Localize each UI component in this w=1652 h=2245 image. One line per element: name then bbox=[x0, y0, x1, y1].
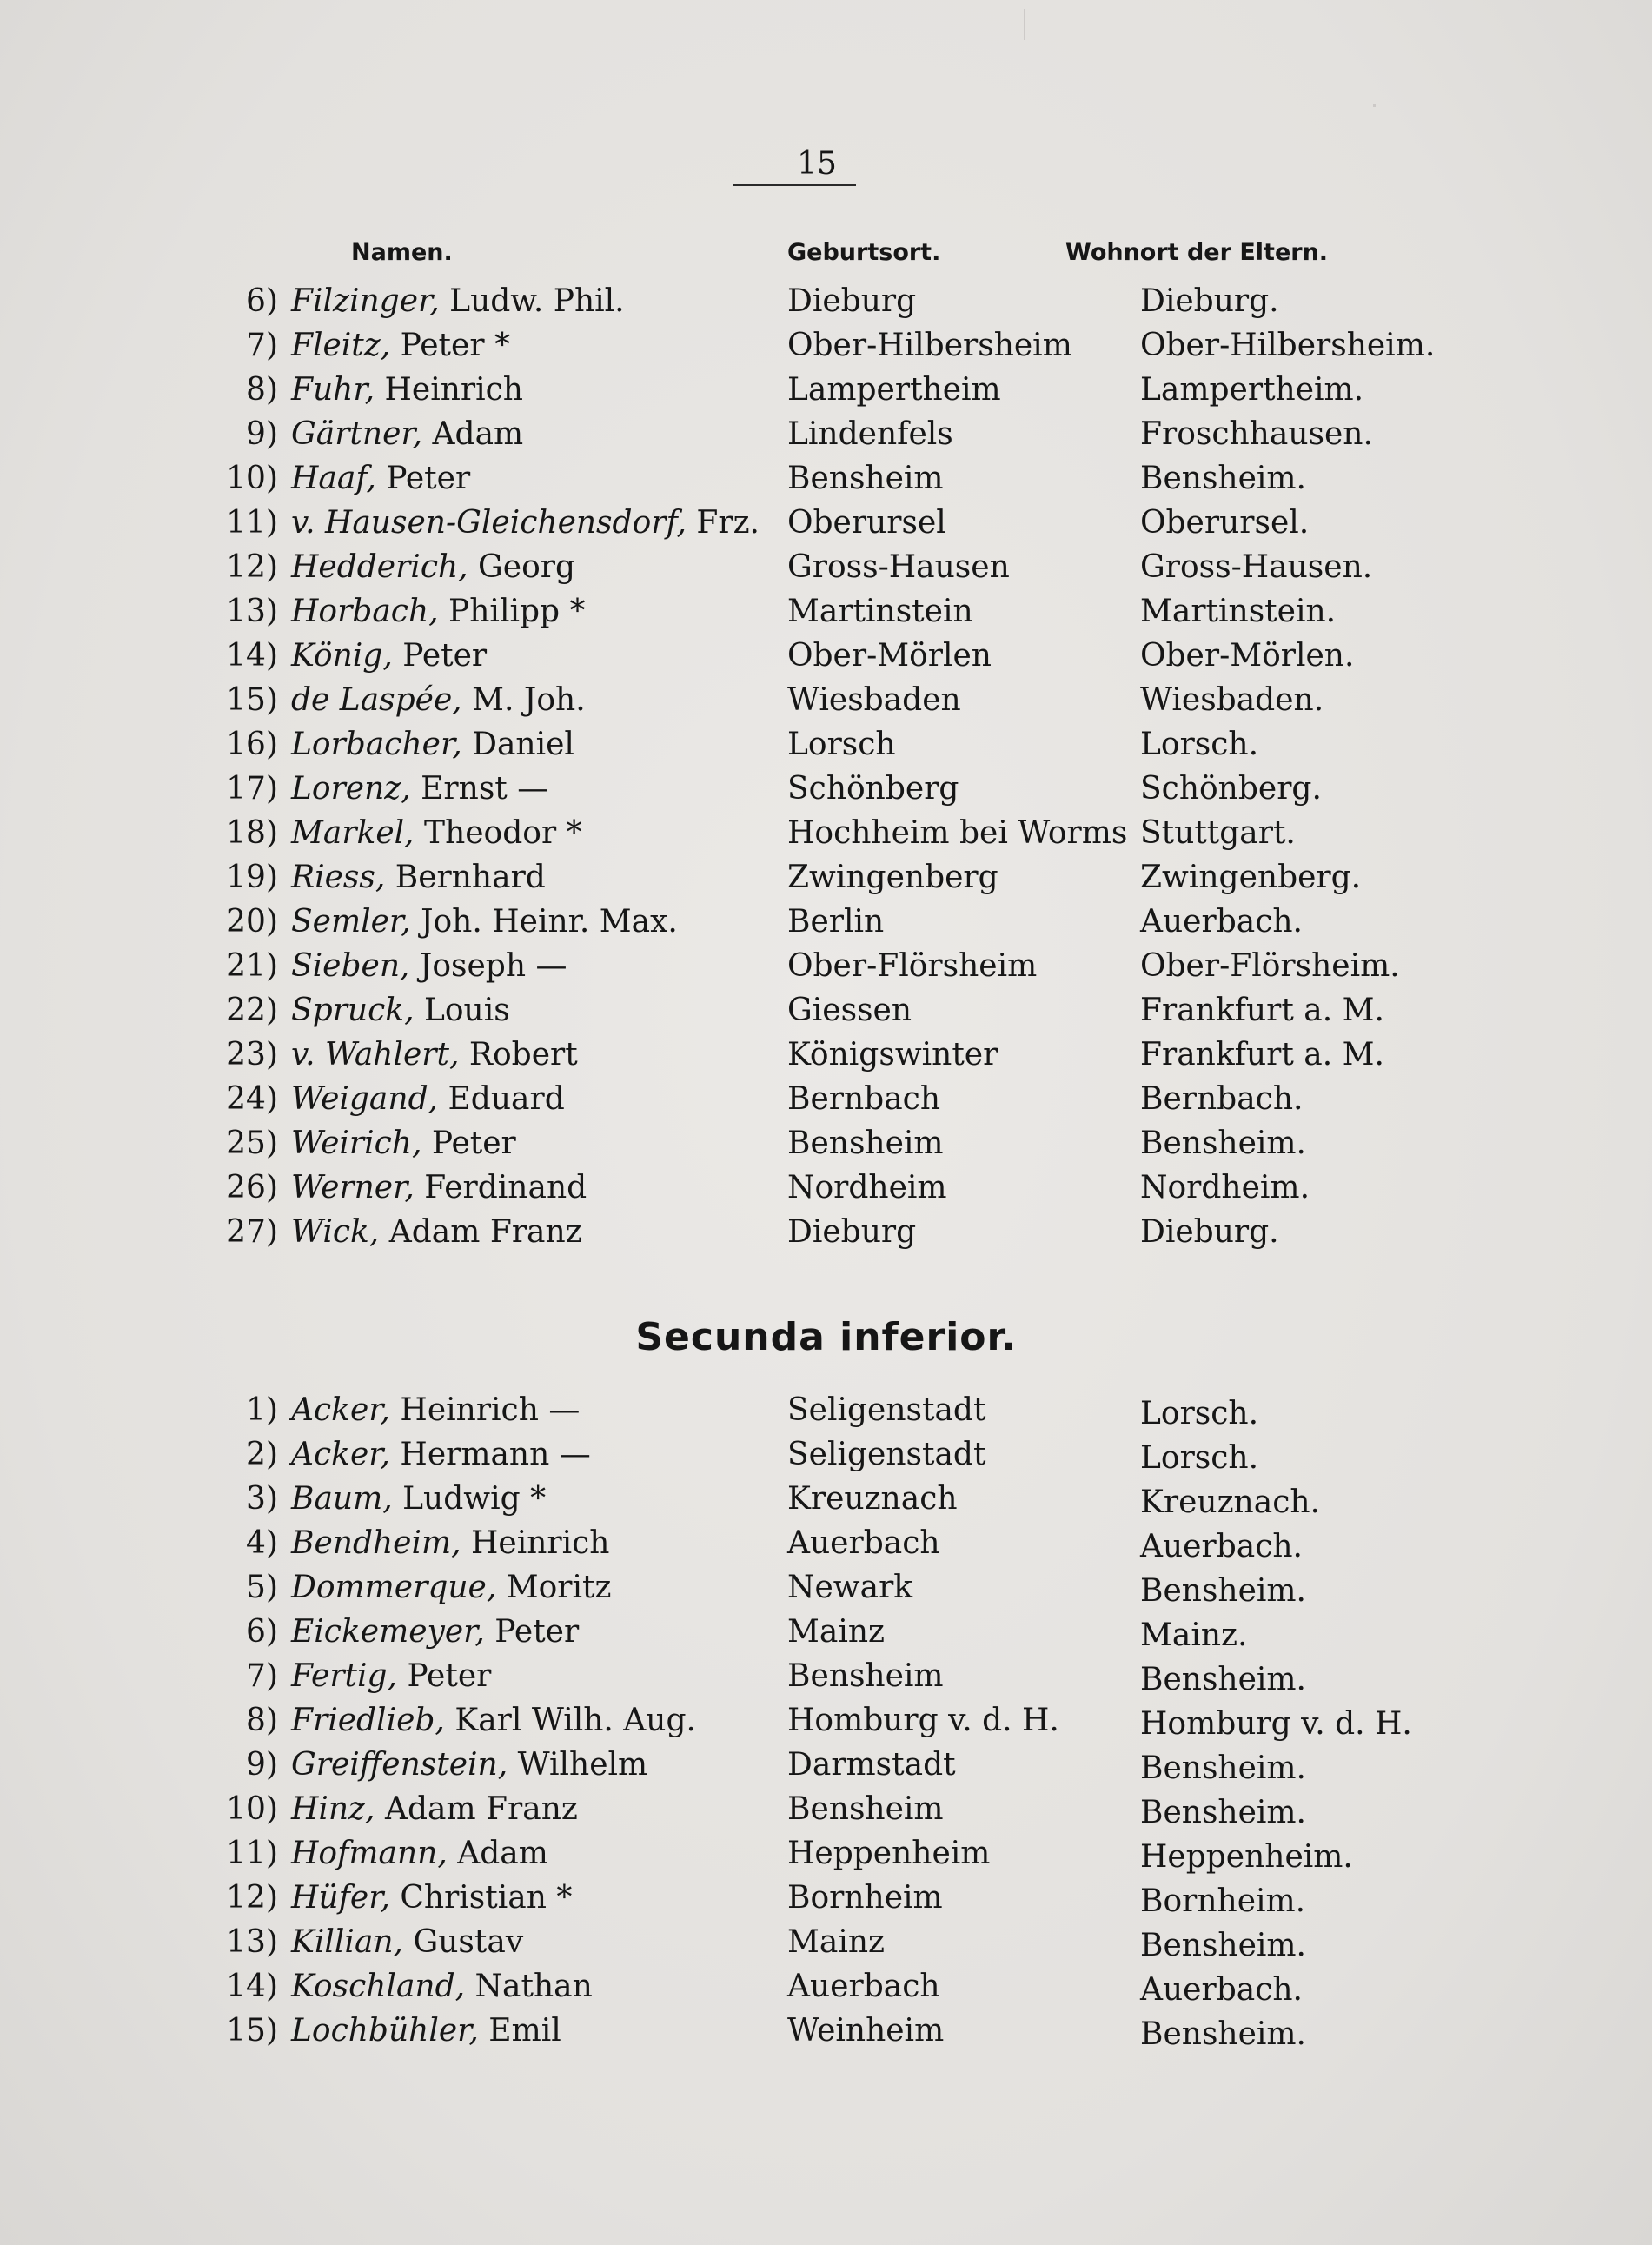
surname: Baum, bbox=[291, 1481, 393, 1517]
parents-residence: Ober-Flörsheim. bbox=[1140, 948, 1400, 984]
given-names: Peter bbox=[392, 638, 488, 674]
surname: Semler, bbox=[291, 904, 411, 940]
birthplace: Mainz bbox=[787, 1924, 885, 1960]
birthplace: Newark bbox=[787, 1570, 913, 1605]
parents-residence: Lorsch. bbox=[1140, 727, 1259, 762]
student-row bbox=[0, 1477, 1652, 1521]
student-row bbox=[0, 1964, 1652, 2009]
surname: Fuhr, bbox=[291, 372, 375, 408]
parents-residence: Dieburg. bbox=[1140, 283, 1279, 319]
surname: Lochbühler, bbox=[291, 2013, 479, 2049]
student-row bbox=[0, 1698, 1652, 1743]
surname: Markel, bbox=[291, 815, 415, 851]
student-row bbox=[0, 1787, 1652, 1831]
student-row bbox=[0, 1033, 1652, 1077]
student-name bbox=[291, 1077, 565, 1121]
birthplace: Berlin bbox=[787, 904, 885, 940]
row-number: 11) bbox=[226, 505, 278, 541]
student-row bbox=[0, 1610, 1652, 1654]
student-name bbox=[291, 900, 678, 944]
row-number: 1) bbox=[246, 1392, 278, 1428]
surname: Killian, bbox=[291, 1924, 404, 1960]
birthplace: Hochheim bei Worms bbox=[787, 815, 1128, 851]
parents-residence: Mainz. bbox=[1140, 1617, 1248, 1653]
birthplace: Martinstein bbox=[787, 594, 973, 629]
column-header-residence: Wohnort der Eltern. bbox=[1065, 239, 1329, 266]
student-name bbox=[291, 1654, 491, 1698]
surname: de Laspée, bbox=[291, 682, 462, 718]
given-names: Gustav bbox=[403, 1924, 524, 1960]
parents-residence: Bensheim. bbox=[1140, 1795, 1307, 1830]
row-number: 9) bbox=[246, 416, 278, 452]
birthplace: Lindenfels bbox=[787, 416, 953, 452]
parents-residence: Bensheim. bbox=[1140, 1928, 1307, 1963]
birthplace: Bernbach bbox=[787, 1081, 941, 1117]
surname: Acker, bbox=[291, 1437, 390, 1472]
parents-residence: Bensheim. bbox=[1140, 1126, 1307, 1161]
parents-residence: Auerbach. bbox=[1140, 1972, 1303, 2008]
surname: Greiffenstein, bbox=[291, 1747, 508, 1783]
student-row bbox=[0, 855, 1652, 900]
parents-residence: Lorsch. bbox=[1140, 1440, 1259, 1476]
parents-residence: Auerbach. bbox=[1140, 904, 1303, 940]
surname: Spruck, bbox=[291, 993, 415, 1028]
student-name bbox=[291, 1565, 611, 1610]
parents-residence: Schönberg. bbox=[1140, 771, 1322, 807]
student-row bbox=[0, 811, 1652, 855]
given-names: Louis bbox=[414, 993, 510, 1028]
student-name bbox=[291, 1698, 696, 1743]
student-row bbox=[0, 545, 1652, 589]
page-number: 15 bbox=[797, 146, 837, 182]
row-number: 23) bbox=[226, 1037, 278, 1073]
birthplace: Schönberg bbox=[787, 771, 959, 807]
parents-residence: Kreuznach. bbox=[1140, 1484, 1320, 1520]
student-name bbox=[291, 1033, 578, 1077]
given-names: Christian * bbox=[389, 1880, 573, 1916]
student-row bbox=[0, 722, 1652, 767]
student-row bbox=[0, 900, 1652, 944]
parents-residence: Wiesbaden. bbox=[1140, 682, 1324, 718]
student-name bbox=[291, 988, 510, 1033]
row-number: 26) bbox=[226, 1170, 278, 1206]
birthplace: Dieburg bbox=[787, 283, 917, 319]
parents-residence: Frankfurt a. M. bbox=[1140, 993, 1384, 1028]
birthplace: Gross-Hausen bbox=[787, 549, 1010, 585]
row-number: 8) bbox=[246, 1703, 278, 1738]
student-row bbox=[0, 1920, 1652, 1964]
student-row bbox=[0, 2009, 1652, 2053]
student-row bbox=[0, 368, 1652, 412]
birthplace: Bornheim bbox=[787, 1880, 943, 1916]
birthplace: Oberursel bbox=[787, 505, 946, 541]
birthplace: Ober-Hilbersheim bbox=[787, 328, 1072, 363]
surname: Lorbacher, bbox=[291, 727, 462, 762]
surname: Haaf, bbox=[291, 461, 376, 496]
row-number: 15) bbox=[226, 2013, 278, 2049]
surname: Bendheim, bbox=[291, 1525, 461, 1561]
row-number: 10) bbox=[226, 461, 278, 496]
student-name bbox=[291, 2009, 561, 2053]
given-names: Ernst — bbox=[410, 771, 549, 807]
row-number: 14) bbox=[226, 638, 278, 674]
student-row bbox=[0, 988, 1652, 1033]
row-number: 11) bbox=[226, 1836, 278, 1871]
student-row bbox=[0, 1831, 1652, 1876]
given-names: Frz. bbox=[686, 505, 760, 541]
student-name bbox=[291, 811, 582, 855]
student-row bbox=[0, 1654, 1652, 1698]
surname: Sieben, bbox=[291, 948, 410, 984]
given-names: Wilhelm bbox=[508, 1747, 648, 1783]
parents-residence: Dieburg. bbox=[1140, 1214, 1279, 1250]
birthplace: Heppenheim bbox=[787, 1836, 991, 1871]
student-name bbox=[291, 279, 625, 323]
student-row bbox=[0, 1210, 1652, 1254]
student-row bbox=[0, 1521, 1652, 1565]
student-name bbox=[291, 678, 586, 722]
birthplace: Auerbach bbox=[787, 1525, 940, 1561]
student-name bbox=[291, 1876, 572, 1920]
student-name bbox=[291, 545, 575, 589]
row-number: 24) bbox=[226, 1081, 278, 1117]
student-name bbox=[291, 1787, 578, 1831]
row-number: 12) bbox=[226, 549, 278, 585]
row-number: 17) bbox=[226, 771, 278, 807]
row-number: 6) bbox=[246, 283, 278, 319]
student-row bbox=[0, 412, 1652, 456]
surname: Friedlieb, bbox=[291, 1703, 445, 1738]
student-name bbox=[291, 412, 523, 456]
parents-residence: Lorsch. bbox=[1140, 1396, 1259, 1431]
given-names: Peter bbox=[421, 1126, 516, 1161]
surname: Hofmann, bbox=[291, 1836, 448, 1871]
row-number: 20) bbox=[226, 904, 278, 940]
parents-residence: Bensheim. bbox=[1140, 1573, 1307, 1609]
student-name bbox=[291, 456, 470, 501]
student-name bbox=[291, 501, 760, 545]
parents-residence: Bernbach. bbox=[1140, 1081, 1304, 1117]
parents-residence: Heppenheim. bbox=[1140, 1839, 1353, 1875]
row-number: 25) bbox=[226, 1126, 278, 1161]
row-number: 7) bbox=[246, 1658, 278, 1694]
given-names: Eduard bbox=[438, 1081, 565, 1117]
given-names: Adam Franz bbox=[375, 1791, 578, 1827]
student-name bbox=[291, 722, 574, 767]
student-name bbox=[291, 368, 523, 412]
parents-residence: Bensheim. bbox=[1140, 2016, 1307, 2052]
row-number: 8) bbox=[246, 372, 278, 408]
student-row bbox=[0, 634, 1652, 678]
student-row bbox=[0, 456, 1652, 501]
surname: Lorenz, bbox=[291, 771, 411, 807]
row-number: 7) bbox=[246, 328, 278, 363]
parents-residence: Martinstein. bbox=[1140, 594, 1337, 629]
row-number: 13) bbox=[226, 1924, 278, 1960]
surname: Horbach, bbox=[291, 594, 439, 629]
row-number: 2) bbox=[246, 1437, 278, 1472]
row-number: 10) bbox=[226, 1791, 278, 1827]
surname: Hinz, bbox=[291, 1791, 375, 1827]
row-number: 4) bbox=[246, 1525, 278, 1561]
student-name bbox=[291, 323, 510, 368]
student-name bbox=[291, 1432, 591, 1477]
surname: Hedderich, bbox=[291, 549, 468, 585]
row-number: 27) bbox=[226, 1214, 278, 1250]
student-row bbox=[0, 1432, 1652, 1477]
section-title: Secunda inferior. bbox=[635, 1315, 1017, 1359]
birthplace: Bensheim bbox=[787, 461, 944, 496]
birthplace: Kreuznach bbox=[787, 1481, 958, 1517]
birthplace: Zwingenberg bbox=[787, 860, 998, 895]
surname: Fleitz, bbox=[291, 328, 391, 363]
parents-residence: Ober-Mörlen. bbox=[1140, 638, 1355, 674]
column-header-birthplace: Geburtsort. bbox=[787, 239, 941, 266]
student-list-continued bbox=[0, 279, 1652, 1254]
row-number: 19) bbox=[226, 860, 278, 895]
given-names: Joh. Heinr. Max. bbox=[410, 904, 678, 940]
parents-residence: Zwingenberg. bbox=[1140, 860, 1362, 895]
student-row bbox=[0, 1565, 1652, 1610]
row-number: 22) bbox=[226, 993, 278, 1028]
given-names: Hermann — bbox=[389, 1437, 591, 1472]
birthplace: Lampertheim bbox=[787, 372, 1001, 408]
column-header-name: Namen. bbox=[351, 239, 453, 266]
scan-speck bbox=[1024, 9, 1025, 40]
row-number: 5) bbox=[246, 1570, 278, 1605]
row-number: 6) bbox=[246, 1614, 278, 1650]
given-names: Nathan bbox=[465, 1969, 593, 2004]
student-name bbox=[291, 1477, 546, 1521]
birthplace: Bensheim bbox=[787, 1791, 944, 1827]
student-row bbox=[0, 1166, 1652, 1210]
given-names: Daniel bbox=[461, 727, 574, 762]
student-list-secunda-inferior bbox=[0, 1388, 1652, 2053]
surname: Riess, bbox=[291, 860, 386, 895]
row-number: 3) bbox=[246, 1481, 278, 1517]
surname: Dommerque, bbox=[291, 1570, 497, 1605]
parents-residence: Auerbach. bbox=[1140, 1529, 1303, 1564]
row-number: 13) bbox=[226, 594, 278, 629]
given-names: Philipp * bbox=[438, 594, 586, 629]
given-names: Adam bbox=[422, 416, 524, 452]
birthplace: Mainz bbox=[787, 1614, 885, 1650]
given-names: Peter bbox=[375, 461, 471, 496]
given-names: Peter bbox=[397, 1658, 492, 1694]
given-names: Robert bbox=[459, 1037, 578, 1073]
row-number: 12) bbox=[226, 1880, 278, 1916]
birthplace: Lorsch bbox=[787, 727, 896, 762]
parents-residence: Homburg v. d. H. bbox=[1140, 1706, 1412, 1742]
birthplace: Ober-Flörsheim bbox=[787, 948, 1038, 984]
student-row bbox=[0, 279, 1652, 323]
student-name bbox=[291, 1831, 548, 1876]
student-row bbox=[0, 1077, 1652, 1121]
birthplace: Wiesbaden bbox=[787, 682, 961, 718]
given-names: Moritz bbox=[496, 1570, 612, 1605]
parents-residence: Oberursel. bbox=[1140, 505, 1310, 541]
student-name bbox=[291, 1121, 516, 1166]
birthplace: Weinheim bbox=[787, 2013, 945, 2049]
row-number: 14) bbox=[226, 1969, 278, 2004]
birthplace: Nordheim bbox=[787, 1170, 947, 1206]
birthplace: Bensheim bbox=[787, 1658, 944, 1694]
given-names: Adam Franz bbox=[379, 1214, 582, 1250]
student-row bbox=[0, 678, 1652, 722]
student-name bbox=[291, 1388, 580, 1432]
birthplace: Homburg v. d. H. bbox=[787, 1703, 1059, 1738]
birthplace: Bensheim bbox=[787, 1126, 944, 1161]
birthplace: Dieburg bbox=[787, 1214, 917, 1250]
parents-residence: Froschhausen. bbox=[1140, 416, 1373, 452]
birthplace: Seligenstadt bbox=[787, 1392, 986, 1428]
student-name bbox=[291, 1610, 579, 1654]
surname: Fertig, bbox=[291, 1658, 397, 1694]
row-number: 21) bbox=[226, 948, 278, 984]
parents-residence: Gross-Hausen. bbox=[1140, 549, 1373, 585]
surname: Hüfer, bbox=[291, 1880, 390, 1916]
surname: König, bbox=[291, 638, 393, 674]
given-names: Karl Wilh. Aug. bbox=[444, 1703, 696, 1738]
page-number-rule bbox=[733, 184, 856, 186]
given-names: Heinrich — bbox=[389, 1392, 581, 1428]
scan-speck bbox=[1373, 104, 1376, 107]
given-names: Ludwig * bbox=[392, 1481, 547, 1517]
student-row bbox=[0, 1743, 1652, 1787]
student-row bbox=[0, 767, 1652, 811]
given-names: Theodor * bbox=[414, 815, 582, 851]
parents-residence: Ober-Hilbersheim. bbox=[1140, 328, 1436, 363]
surname: v. Wahlert, bbox=[291, 1037, 460, 1073]
student-name bbox=[291, 767, 548, 811]
parents-residence: Frankfurt a. M. bbox=[1140, 1037, 1384, 1073]
given-names: Ferdinand bbox=[414, 1170, 587, 1206]
student-name bbox=[291, 1166, 587, 1210]
student-name bbox=[291, 1920, 523, 1964]
given-names: Peter bbox=[484, 1614, 580, 1650]
given-names: M. Joh. bbox=[461, 682, 586, 718]
birthplace: Ober-Mörlen bbox=[787, 638, 992, 674]
student-row bbox=[0, 323, 1652, 368]
given-names: Joseph — bbox=[409, 948, 567, 984]
surname: Koschland, bbox=[291, 1969, 466, 2004]
student-row bbox=[0, 1876, 1652, 1920]
given-names: Georg bbox=[468, 549, 576, 585]
given-names: Heinrich bbox=[375, 372, 523, 408]
row-number: 16) bbox=[226, 727, 278, 762]
surname: Eickemeyer, bbox=[291, 1614, 485, 1650]
student-name bbox=[291, 1964, 593, 2009]
student-name bbox=[291, 944, 567, 988]
student-name bbox=[291, 1743, 647, 1787]
surname: Werner, bbox=[291, 1170, 415, 1206]
given-names: Peter * bbox=[390, 328, 510, 363]
parents-residence: Bornheim. bbox=[1140, 1883, 1306, 1919]
student-name bbox=[291, 1210, 582, 1254]
student-row bbox=[0, 501, 1652, 545]
student-row bbox=[0, 589, 1652, 634]
student-row bbox=[0, 1388, 1652, 1432]
parents-residence: Lampertheim. bbox=[1140, 372, 1364, 408]
parents-residence: Stuttgart. bbox=[1140, 815, 1296, 851]
student-name bbox=[291, 634, 487, 678]
birthplace: Königswinter bbox=[787, 1037, 998, 1073]
row-number: 9) bbox=[246, 1747, 278, 1783]
surname: Wick, bbox=[291, 1214, 380, 1250]
surname: Filzinger, bbox=[291, 283, 440, 319]
surname: v. Hausen-Gleichensdorf, bbox=[291, 505, 687, 541]
student-name bbox=[291, 1521, 610, 1565]
given-names: Adam bbox=[447, 1836, 548, 1871]
student-name bbox=[291, 855, 546, 900]
birthplace: Auerbach bbox=[787, 1969, 940, 2004]
student-row bbox=[0, 944, 1652, 988]
surname: Weirich, bbox=[291, 1126, 422, 1161]
birthplace: Giessen bbox=[787, 993, 912, 1028]
row-number: 15) bbox=[226, 682, 278, 718]
row-number: 18) bbox=[226, 815, 278, 851]
parents-residence: Nordheim. bbox=[1140, 1170, 1310, 1206]
parents-residence: Bensheim. bbox=[1140, 1662, 1307, 1697]
surname: Weigand, bbox=[291, 1081, 439, 1117]
surname: Acker, bbox=[291, 1392, 390, 1428]
student-row bbox=[0, 1121, 1652, 1166]
parents-residence: Bensheim. bbox=[1140, 1750, 1307, 1786]
given-names: Bernhard bbox=[385, 860, 546, 895]
student-name bbox=[291, 589, 586, 634]
given-names: Heinrich bbox=[461, 1525, 610, 1561]
given-names: Emil bbox=[478, 2013, 561, 2049]
given-names: Ludw. Phil. bbox=[439, 283, 625, 319]
surname: Gärtner, bbox=[291, 416, 423, 452]
parents-residence: Bensheim. bbox=[1140, 461, 1307, 496]
birthplace: Seligenstadt bbox=[787, 1437, 986, 1472]
birthplace: Darmstadt bbox=[787, 1747, 956, 1783]
